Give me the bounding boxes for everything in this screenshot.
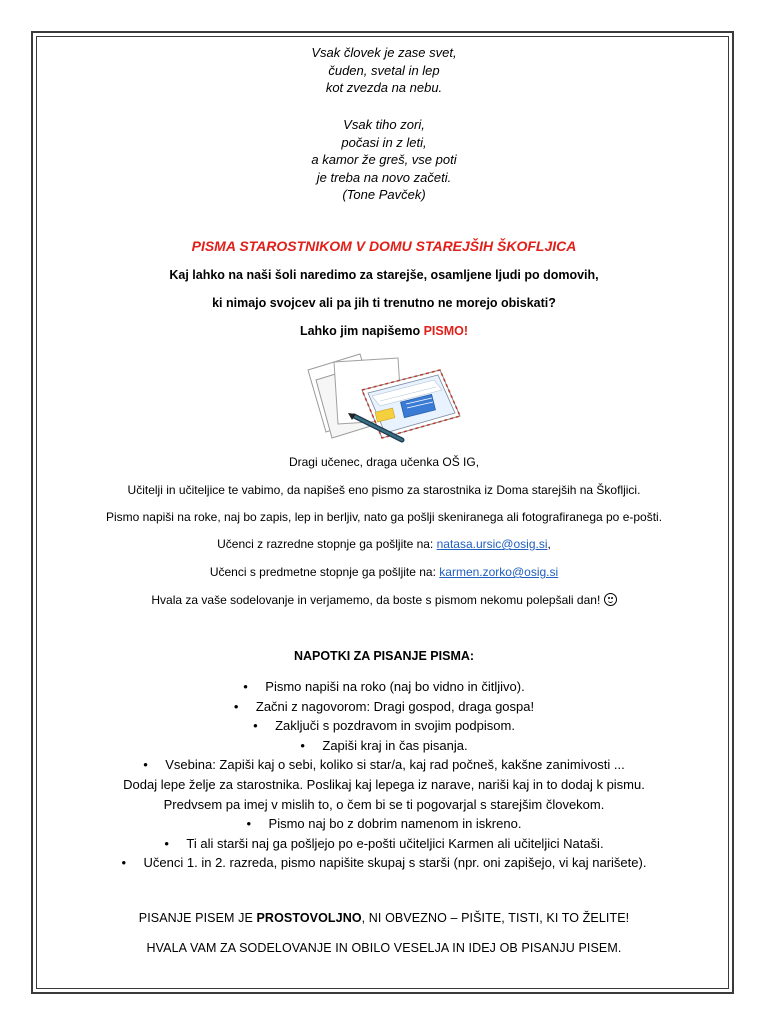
list-item-continuation: Dodaj lepe želje za starostnika. Poslikaj kaj lepega iz narave, nariši kaj in to dodaj k pismu. bbox=[123, 776, 645, 792]
poem-line: a kamor že greš, vse poti bbox=[311, 152, 457, 168]
list-item bbox=[0, 677, 768, 697]
intro-pismo: PISMO! bbox=[423, 324, 469, 338]
letter-paragraph-4 bbox=[0, 565, 768, 579]
list-item-text: Pismo napiši na roko (naj bo vidno in čitljivo). bbox=[265, 679, 525, 694]
letter-paragraph-5 bbox=[0, 593, 768, 607]
page-title: PISMA STAROSTNIKOM V DOMU STAREJŠIH ŠKOFLJICA bbox=[191, 238, 577, 254]
footer-bold: PROSTOVOLJNO bbox=[256, 911, 362, 925]
poem-line: kot zvezda na nebu. bbox=[325, 80, 443, 96]
smiley-icon bbox=[604, 593, 617, 606]
poem-line: Vsak človek je zase svet, bbox=[311, 45, 457, 60]
list-item bbox=[0, 834, 768, 854]
poem-line: Vsak tiho zori, bbox=[343, 117, 425, 132]
letter-paragraph-1: Učitelji in učiteljice te vabimo, da napišeš eno pismo za starostnika iz Doma starejših na Škofljici. bbox=[127, 483, 641, 497]
greeting: Dragi učenec, draga učenka OŠ IG, bbox=[288, 455, 480, 469]
letter-paragraph-3 bbox=[0, 537, 768, 551]
poem-line: počasi in z leti, bbox=[341, 134, 427, 150]
list-item bbox=[0, 736, 768, 756]
bullet: • bbox=[243, 679, 248, 694]
tips-heading: NAPOTKI ZA PISANJE PISMA: bbox=[293, 649, 475, 663]
intro-line-2: ki nimajo svojcev ali pa jih ti trenutno ne morejo obiskati? bbox=[212, 296, 556, 310]
poem-line: je treba na novo začeti. bbox=[316, 169, 452, 185]
list-item-continuation: Predvsem pa imej v mislih to, o čem bi se ti pogovarjal s starejšim človekom. bbox=[163, 796, 605, 812]
footer-line-1 bbox=[0, 911, 768, 925]
bullet: • bbox=[121, 855, 127, 871]
tips-list bbox=[0, 677, 768, 873]
list-item-text: Zaključi s pozdravom in svojim podpisom. bbox=[275, 718, 515, 734]
poem bbox=[0, 44, 768, 97]
footer-prefix: PISANJE PISEM JE bbox=[138, 911, 257, 925]
list-item-text: Učenci 1. in 2. razreda, pismo napišite skupaj s starši (npr. oni zapišejo, vi kaj narišete). bbox=[143, 855, 647, 871]
intro-line-3 bbox=[0, 324, 768, 338]
bullet: • bbox=[253, 718, 258, 734]
list-item-text: Vsebina: Zapiši kaj o sebi, koliko si star/a, kaj rad počneš, kakšne zanimivosti ... bbox=[165, 757, 625, 773]
list-item-text: Zapiši kraj in čas pisanja. bbox=[322, 737, 468, 753]
list-item bbox=[0, 755, 768, 775]
list-item-text: Ti ali starši naj ga pošljejo po e-pošti učiteljici Karmen ali učiteljici Nataši. bbox=[186, 835, 604, 851]
list-item bbox=[0, 814, 768, 834]
poem-author: (Tone Pavček) bbox=[342, 187, 426, 203]
list-item bbox=[0, 716, 768, 736]
email-link-karmen[interactable]: karmen.zorko@osig.si bbox=[439, 565, 559, 579]
envelope-with-pen-icon bbox=[302, 350, 464, 444]
bullet: • bbox=[233, 698, 239, 714]
poem-stanza-2 bbox=[0, 116, 768, 204]
footer-line-2: HVALA VAM ZA SODELOVANJE IN OBILO VESELJA IN IDEJ OB PISANJU PISEM. bbox=[146, 941, 622, 955]
list-item bbox=[0, 697, 768, 717]
list-item-text: Začni z nagovorom: Dragi gospod, draga gospa! bbox=[255, 698, 535, 714]
bullet: • bbox=[246, 816, 252, 832]
footer-suffix: , NI OBVEZNO – PIŠITE, TISTI, KI TO ŽELITE! bbox=[361, 911, 630, 925]
email-link-natasa[interactable]: natasa.ursic@osig.si bbox=[436, 537, 548, 551]
list-item bbox=[0, 853, 768, 873]
intro-line-1: Kaj lahko na naši šoli naredimo za starejše, osamljene ljudi po domovih, bbox=[169, 268, 599, 282]
poem-line: čuden, svetal in lep bbox=[328, 62, 440, 78]
email-suffix: , bbox=[547, 537, 551, 551]
bullet: • bbox=[164, 835, 169, 851]
email-prefix-upper: Učenci s predmetne stopnje ga pošljite na: bbox=[209, 565, 440, 579]
list-item-text: Pismo naj bo z dobrim namenom in iskreno. bbox=[268, 816, 522, 832]
thanks-text: Hvala za vaše sodelovanje in verjamemo, da boste s pismom nekomu polepšali dan! bbox=[151, 593, 601, 607]
intro-prefix: Lahko jim napišemo bbox=[299, 324, 424, 338]
letter-paragraph-2: Pismo napiši na roke, naj bo zapis, lep in berljiv, nato ga pošlji skeniranega ali fotografiranega po e-pošti. bbox=[105, 510, 663, 524]
email-prefix-lower: Učenci z razredne stopnje ga pošljite na: bbox=[217, 537, 437, 551]
bullet: • bbox=[300, 737, 305, 753]
bullet: • bbox=[143, 757, 148, 773]
